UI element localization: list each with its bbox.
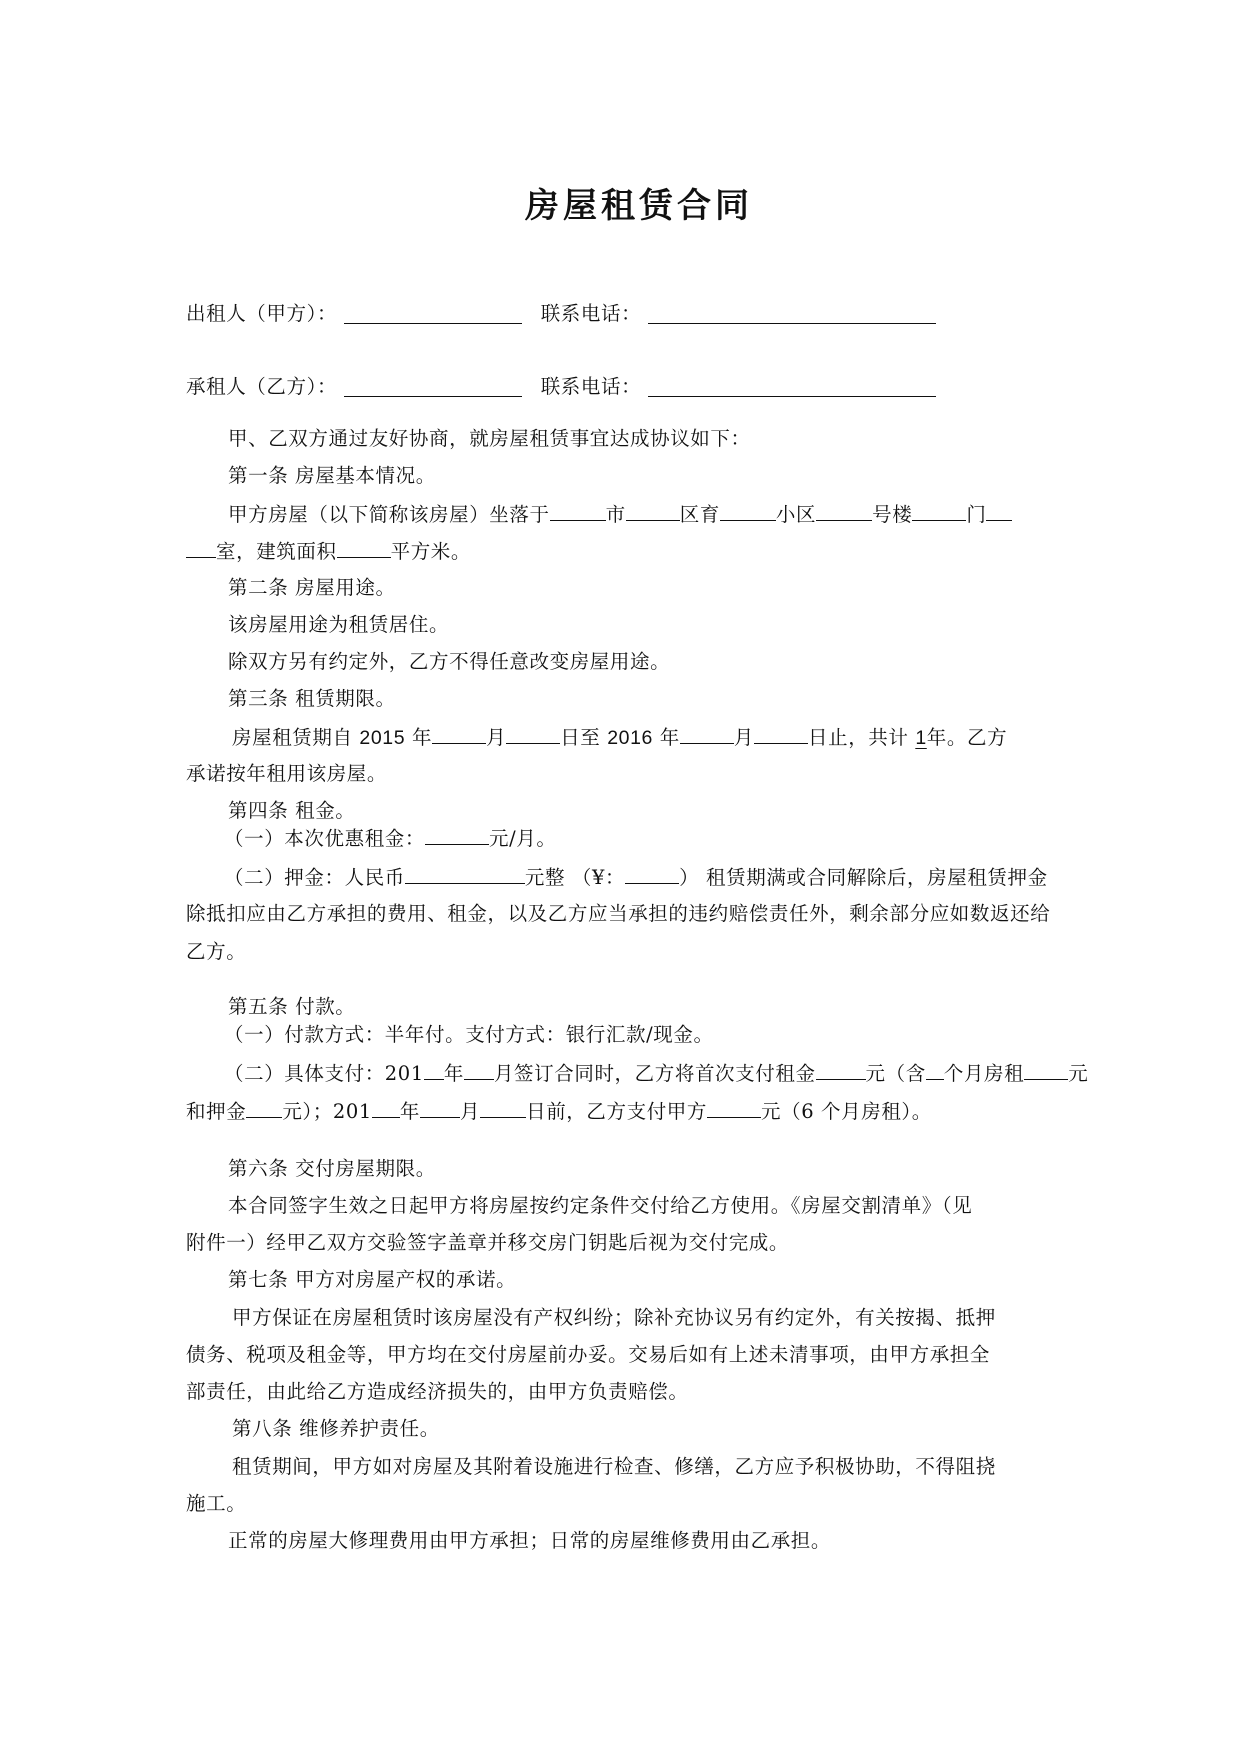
rent-blank[interactable] — [425, 826, 489, 845]
deposit-part-blank[interactable] — [246, 1099, 282, 1118]
text-span: 元）；201 — [282, 1100, 372, 1123]
deposit-words-blank[interactable] — [405, 865, 525, 884]
building-blank[interactable] — [816, 502, 872, 521]
party-a-label: 出租人（甲方）： — [186, 302, 338, 325]
party-b-phone-label: 联系电话： — [540, 375, 642, 398]
text-span: 个月房租 — [943, 1062, 1025, 1085]
district-blank[interactable] — [626, 502, 680, 521]
article-3-line-1 — [232, 725, 1007, 750]
article-4-line-2 — [224, 865, 1048, 890]
article-5-line-2 — [224, 1061, 1088, 1086]
text-span: ） 租赁期满或合同解除后，房屋租赁押金 — [679, 866, 1048, 889]
text-span: 日止，共计 — [808, 726, 916, 749]
article-7-heading: 第七条 甲方对房屋产权的承诺。 — [228, 1268, 517, 1291]
text-span: 室，建筑面积 — [216, 540, 337, 563]
deposit-amount-blank[interactable] — [625, 865, 679, 884]
article-6-line-2: 附件一）经甲乙双方交验签字盖章并移交房门钥匙后视为交付完成。 — [186, 1231, 790, 1254]
article-2-heading: 第二条 房屋用途。 — [228, 576, 396, 599]
area-blank[interactable] — [337, 539, 391, 558]
text-span: 元（含 — [865, 1062, 926, 1085]
text-span: （二）具体支付：201 — [224, 1062, 424, 1085]
due-year-blank[interactable] — [372, 1099, 400, 1118]
article-3-heading: 第三条 租赁期限。 — [228, 687, 396, 710]
months-blank[interactable] — [926, 1061, 944, 1080]
article-5-heading: 第五条 付款。 — [228, 995, 356, 1018]
article-4-heading: 第四条 租金。 — [228, 799, 356, 822]
article-8-line-1: 租赁期间，甲方如对房屋及其附着设施进行检查、修缮，乙方应予积极协助，不得阻挠 — [232, 1455, 996, 1478]
first-payment-blank[interactable] — [816, 1061, 866, 1080]
article-8-line-3: 正常的房屋大修理费用由甲方承担；日常的房屋维修费用由乙承担。 — [228, 1529, 832, 1552]
party-a-name-field[interactable] — [344, 303, 522, 324]
party-b-label: 承租人（乙方）： — [186, 375, 338, 398]
text-span: 元 — [1068, 1062, 1089, 1085]
article-3-line-2: 承诺按年租用该房屋。 — [186, 762, 388, 785]
unit-blank[interactable] — [912, 502, 966, 521]
text-span: 房屋租赁期自 — [232, 726, 360, 749]
text-span: 号楼 — [872, 503, 913, 526]
text-span: 市 — [605, 503, 626, 526]
text-span: 门 — [966, 503, 987, 526]
term-years: 1 — [915, 727, 927, 749]
article-2-para-2: 除双方另有约定外，乙方不得任意改变房屋用途。 — [228, 650, 671, 673]
second-payment-blank[interactable] — [707, 1099, 761, 1118]
text-span: 元/月。 — [489, 827, 557, 850]
article-5-line-1: （一）付款方式：半年付。支付方式：银行汇款/现金。 — [224, 1023, 714, 1046]
sign-month-blank[interactable] — [464, 1061, 494, 1080]
room-blank-a[interactable] — [986, 502, 1012, 521]
party-a-phone-label: 联系电话： — [540, 302, 642, 325]
article-6-line-1: 本合同签字生效之日起甲方将房屋按约定条件交付给乙方使用。《房屋交割清单》（见 — [228, 1194, 973, 1217]
intro-paragraph: 甲、乙双方通过友好协商，就房屋租赁事宜达成协议如下： — [228, 427, 751, 450]
text-span: （二）押金：人民币 — [224, 866, 405, 889]
sign-year-blank[interactable] — [424, 1061, 444, 1080]
article-4-line-1 — [224, 826, 557, 851]
article-8-heading: 第八条 维修养护责任。 — [232, 1417, 440, 1440]
article-4-line-3: 除抵扣应由乙方承担的费用、租金，以及乙方应当承担的违约赔偿责任外，剩余部分应如数返还给 — [186, 902, 1051, 925]
text-span: 平方米。 — [390, 540, 472, 563]
article-7-line-1: 甲方保证在房屋租赁时该房屋没有产权纠纷；除补充协议另有约定外，有关按揭、抵押 — [232, 1306, 996, 1329]
party-a-line — [186, 302, 936, 326]
party-b-line — [186, 375, 936, 399]
community-blank[interactable] — [720, 502, 776, 521]
end-month-blank[interactable] — [680, 725, 734, 744]
article-4-line-4: 乙方。 — [186, 940, 247, 963]
article-2-para-1: 该房屋用途为租赁居住。 — [228, 613, 450, 636]
start-year: 2015 — [359, 727, 406, 749]
start-month-blank[interactable] — [432, 725, 486, 744]
party-b-phone-field[interactable] — [648, 376, 936, 397]
due-month-blank[interactable] — [420, 1099, 460, 1118]
text-span: 甲方房屋（以下简称该房屋）坐落于 — [228, 503, 550, 526]
article-6-heading: 第六条 交付房屋期限。 — [228, 1157, 436, 1180]
text-span: 月 — [460, 1100, 481, 1123]
end-day-blank[interactable] — [754, 725, 808, 744]
article-1-line-1 — [228, 502, 1012, 527]
text-span: 日至 — [560, 726, 608, 749]
party-b-name-field[interactable] — [344, 376, 522, 397]
text-span: 月 — [733, 726, 754, 749]
text-span: 年 — [443, 1062, 464, 1085]
article-5-line-3 — [186, 1099, 932, 1124]
end-year: 2016 — [607, 727, 653, 749]
start-day-blank[interactable] — [506, 725, 560, 744]
text-span: （一）本次优惠租金： — [224, 827, 426, 850]
text-span: 区育 — [679, 503, 720, 526]
article-8-line-2: 施工。 — [186, 1492, 247, 1515]
text-span: 元（6 个月房租）。 — [761, 1100, 932, 1123]
article-7-line-2: 债务、税项及租金等，甲方均在交付房屋前办妥。交易后如有上述未清事项，由甲方承担全 — [186, 1343, 991, 1366]
text-span: 年 — [405, 726, 433, 749]
text-span: 年 — [652, 726, 680, 749]
due-day-blank[interactable] — [480, 1099, 526, 1118]
text-span: 小区 — [775, 503, 817, 526]
room-blank-b[interactable] — [186, 539, 216, 558]
text-span: 年 — [399, 1100, 420, 1123]
document-title: 房屋租赁合同 — [525, 186, 753, 226]
article-1-heading: 第一条 房屋基本情况。 — [228, 464, 436, 487]
city-blank[interactable] — [550, 502, 606, 521]
text-span: 和押金 — [186, 1100, 247, 1123]
rent-amount-blank[interactable] — [1024, 1061, 1068, 1080]
party-a-phone-field[interactable] — [648, 303, 936, 324]
text-span: 月签订合同时，乙方将首次支付租金 — [493, 1062, 816, 1085]
article-1-line-2 — [186, 539, 471, 564]
article-7-line-3: 部责任，由此给乙方造成经济损失的，由甲方负责赔偿。 — [186, 1380, 689, 1403]
text-span: 月 — [486, 726, 507, 749]
text-span: 日前，乙方支付甲方 — [526, 1100, 708, 1123]
text-span: 元整 （¥： — [524, 866, 626, 889]
text-span: 年。乙方 — [926, 726, 1008, 749]
